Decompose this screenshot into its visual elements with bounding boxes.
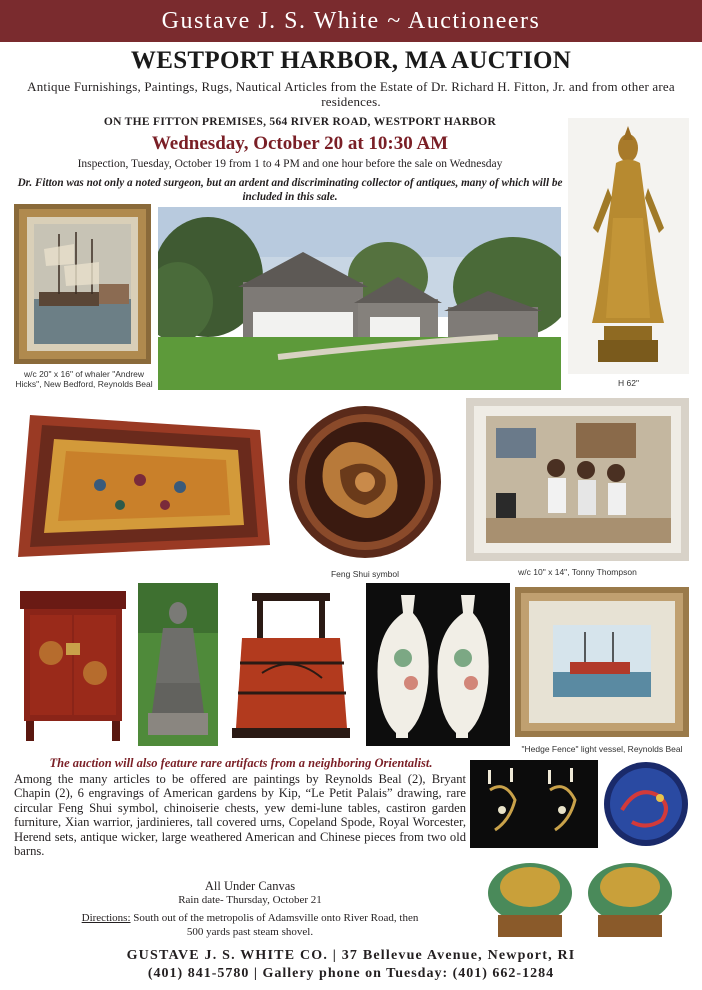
directions xyxy=(80,911,420,939)
inspection-line: Inspection, Tuesday, October 19 from 1 to 4 PM and one hour before the sale on Wednesday xyxy=(77,158,503,170)
footer-address: GUSTAVE J. S. WHITE CO. | 37 Bellevue Avenue, Newport, RI xyxy=(126,948,576,963)
under-canvas: All Under Canvas xyxy=(204,879,296,893)
auction-subtitle: Antique Furnishings, Paintings, Rugs, Nautical Articles from the Estate of Dr. Richard H. Fitton, Jr. and from other area residences. xyxy=(27,79,675,109)
famille-vases-image xyxy=(366,583,510,746)
directions-text: South out of the metropolis of Adamsville onto River Road, then 500 yards past steam shovel. xyxy=(130,912,419,938)
feng-shui-carving-image xyxy=(285,400,445,565)
whaler-painting-image xyxy=(14,204,151,364)
premises-line: ON THE FITTON PREMISES, 564 RIVER ROAD, WESTPORT HARBOR xyxy=(103,116,497,128)
buddha-statue-image xyxy=(568,118,689,374)
lacquer-basket-image xyxy=(222,583,360,746)
rug-image xyxy=(10,405,277,565)
auction-title: WESTPORT HARBOR, MA AUCTION xyxy=(130,47,572,74)
fitton-note: Dr. Fitton was not only a noted surgeon, but an ardent and discriminating collector of antiques, many of which will be included in this sale. xyxy=(17,177,563,203)
header-title: Gustave J. S. White ~ Auctioneers xyxy=(161,8,541,34)
light-vessel-painting-image xyxy=(515,587,689,737)
sconces-image xyxy=(470,760,598,848)
light-vessel-caption: "Hedge Fence" light vessel, Reynolds Beal xyxy=(521,744,683,754)
foo-dogs-image xyxy=(470,855,690,943)
xian-warrior-image xyxy=(138,583,218,746)
musicians-painting-image xyxy=(466,398,689,561)
footer-phone: (401) 841-5780 | Gallery phone on Tuesday: (401) 662-1284 xyxy=(147,966,555,981)
header-banner xyxy=(0,0,702,42)
chinoiserie-chest-image xyxy=(14,583,131,746)
directions-label: Directions: xyxy=(81,912,131,924)
buddha-caption: H 62" xyxy=(618,378,639,388)
rain-date: Rain date- Thursday, October 21 xyxy=(178,894,322,906)
articles-description: Among the many articles to be offered are paintings by Reynolds Beal (2), Bryant Chapin (2), 6 engravings of American gardens by Kip, “Le Petit Palais” drawing, rare circular Feng Shui symbol, chinoiserie chests, yew demi-lune tables, castiron garden furniture, Xian warrior, jardinieres, tall covered urns, Copeland Spode, Royal Worcester, Herend sets, antique wicker, large weathered American and Chinese pieces from two old barns. xyxy=(14,772,466,859)
house-photo xyxy=(158,207,561,390)
feng-shui-caption: Feng Shui symbol xyxy=(330,569,400,579)
orientalist-feature: The auction will also feature rare artifacts from a neighboring Orientalist. xyxy=(49,756,433,770)
whaler-caption: w/c 20" x 16" of whaler "Andrew Hicks", New Bedford, Reynolds Beal xyxy=(15,369,153,389)
auction-date: Wednesday, October 20 at 10:30 AM xyxy=(151,133,449,154)
musicians-caption: w/c 10" x 14", Tonny Thompson xyxy=(518,567,637,577)
cloisonne-plate-image xyxy=(602,760,690,848)
